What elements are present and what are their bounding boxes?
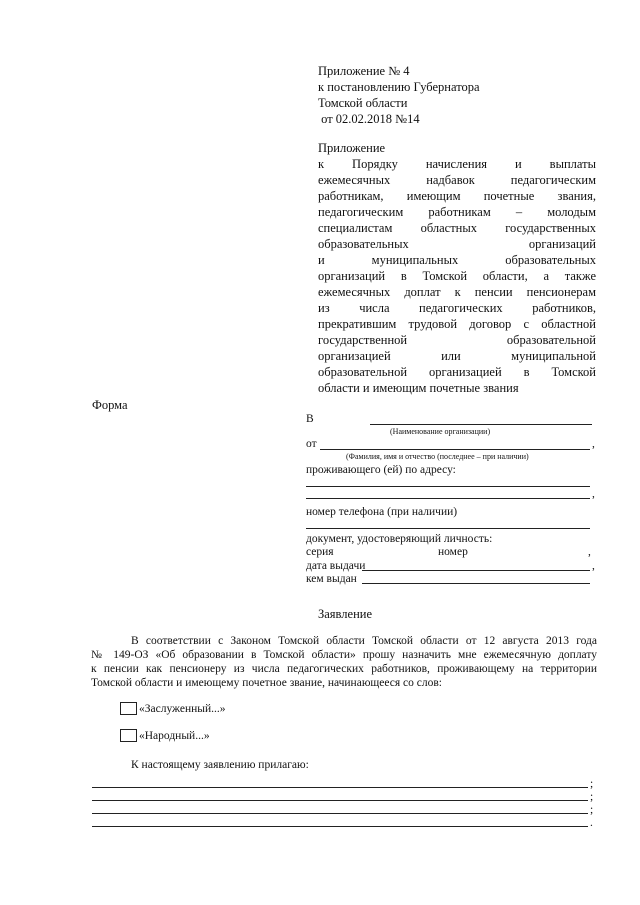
attachment-field[interactable]	[92, 787, 588, 788]
statement-title: Заявление	[318, 607, 373, 621]
comma: ,	[592, 560, 595, 572]
attachment-field[interactable]	[92, 813, 588, 814]
appendix-line: области и имеющим почетные звания	[318, 381, 519, 395]
comma: ,	[592, 438, 595, 450]
narodny-checkbox[interactable]	[120, 729, 137, 742]
statement-line: № 149-ОЗ «Об образовании в Томской области» прошу назначить мне ежемесячную доплату	[91, 649, 597, 661]
to-prefix: В	[306, 413, 314, 425]
option-label: «Заслуженный...»	[139, 703, 226, 715]
header-line: Томской области	[318, 96, 408, 110]
issue-date-field[interactable]	[362, 570, 590, 571]
header-line: от 02.02.2018 №14	[318, 112, 420, 126]
name-hint: (Фамилия, имя и отчество (последнее – при наличии)	[346, 452, 529, 461]
line-end: ;	[590, 791, 594, 803]
applicant-name-field[interactable]	[320, 449, 590, 450]
header-block	[318, 63, 480, 127]
appendix-line: организаций в Томской области, а также	[318, 269, 596, 283]
appendix-line: государственной образовательной	[318, 333, 596, 347]
attachment-field[interactable]	[92, 800, 588, 801]
line-end: .	[590, 817, 593, 829]
appendix-line: из числа педагогических работников,	[318, 301, 596, 315]
appendix-line: и муниципальных образовательных	[318, 253, 596, 267]
appendix-line: педагогическим работникам – молодым	[318, 205, 596, 219]
comma: ,	[592, 488, 595, 500]
form-label: Форма	[92, 398, 128, 412]
appendix-title: Приложение	[318, 141, 386, 155]
series-label: серия	[306, 546, 334, 558]
line-end: ;	[590, 804, 594, 816]
appendix-line: образовательной организацией в Томской	[318, 365, 596, 379]
appendix-line: к Порядку начисления и выплаты	[318, 157, 596, 171]
line-end: ;	[590, 778, 594, 790]
address-field-2[interactable]	[306, 498, 590, 499]
issue-date-label: дата выдачи	[306, 560, 366, 572]
phone-field[interactable]	[306, 528, 590, 529]
address-field-1[interactable]	[306, 486, 590, 487]
statement-line: В соответствии с Законом Томской области Томской области от 12 августа 2013 года	[131, 635, 597, 647]
appendix-line: ежемесячных доплат к пенсии пенсионерам	[318, 285, 596, 299]
appendix-line: работникам, имеющим почетные звания,	[318, 189, 596, 203]
appendix-line: прекратившим трудовой договор с областной	[318, 317, 596, 331]
header-line: к постановлению Губернатора	[318, 80, 480, 94]
from-prefix: от	[306, 438, 317, 450]
address-label: проживающего (ей) по адресу:	[306, 464, 456, 476]
phone-label: номер телефона (при наличии)	[306, 506, 458, 518]
appendix-block	[318, 140, 596, 396]
comma: ,	[588, 546, 591, 558]
statement-line: к пенсии как пенсионеру из числа педагогических работников, проживающему на территории	[91, 663, 597, 675]
issued-by-field[interactable]	[362, 583, 590, 584]
number-label: номер	[438, 546, 468, 558]
organization-field[interactable]	[370, 424, 592, 425]
option-label: «Народный...»	[139, 730, 210, 742]
appendix-line: образовательных организаций	[318, 237, 596, 251]
statement-line: Томской области и имеющему почетное звание, начинающееся со слов:	[91, 677, 442, 689]
appendix-line: специалистам областных государственных	[318, 221, 596, 235]
id-label: документ, удостоверяющий личность:	[306, 533, 493, 545]
appendix-line: организацией или муниципальной	[318, 349, 596, 363]
org-hint: (Наименование организации)	[390, 427, 491, 436]
appendix-line: ежемесячных надбавок педагогическим	[318, 173, 596, 187]
attachments-label: К настоящему заявлению прилагаю:	[131, 759, 309, 771]
zasluzhenny-checkbox[interactable]	[120, 702, 137, 715]
issued-by-label: кем выдан	[306, 573, 357, 585]
header-line: Приложение № 4	[318, 64, 410, 78]
attachment-field[interactable]	[92, 826, 588, 827]
statement-body	[91, 634, 597, 690]
